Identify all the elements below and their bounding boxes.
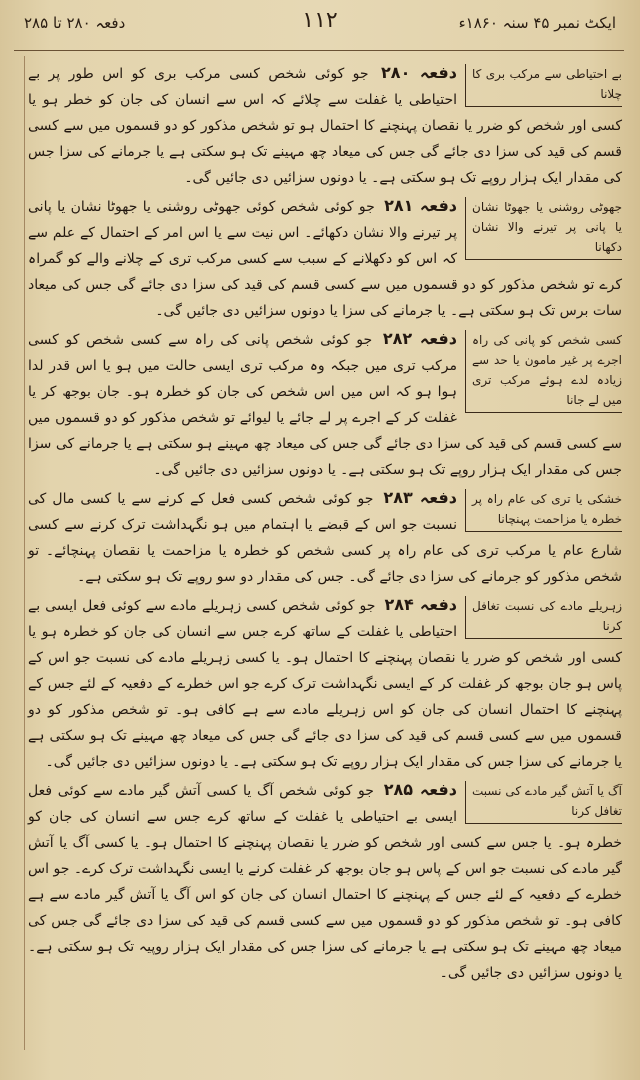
section-label: دفعہ ۲۸۰ [381, 63, 457, 82]
marginal-note: جھوٹی روشنی یا جھوٹا نشان یا پانی پر تیرنے والا نشان دکھانا [465, 197, 622, 260]
section-label: دفعہ ۲۸۳ [383, 488, 457, 507]
section-label: دفعہ ۲۸۱ [384, 196, 458, 215]
section-text: جو کوئی شخص آگ یا کسی آتش گیر مادے سے کوئی فعل ایسی بے احتیاطی یا غفلت کے ساتھ کرے جس سے انسان کی جان کو خطرہ ہو۔ یا جس سے کسی اور شخص کو ضرر یا نقصان پہنچنے کا احتمال ہو۔ یا کسی آگ یا آتش گیر مادے کی نسبت جو اس کے پاس ہو جان بوجھ کر غفلت کرنے یا ایسی نگہداشت ترک کرے۔ جو اس خطرے کے دفعیہ کے لئے جس کے پہنچنے کا احتمال انسان کی جان کو اس آگ یا آتش گیر مادے سے ہے کافی ہو۔ تو شخص مذکور کو دو قسموں میں سے کسی قسم کی قید کی سزا دی جائے گی جس کی میعاد چھ مہینے تک ہو سکتی ہے یا جرمانے کی سزا جس کی مقدار ایک ہزار روپیہ تک ہو سکتی ہے۔ یا دونوں سزائیں دی جائیں گی۔ [28, 783, 622, 981]
section-text: جو کوئی شخص پانی کی راہ سے کسی شخص کو کسی مرکب تری میں جبکہ وہ مرکب تری ایسی حالت میں ہو یا اس قدر لدا ہوا ہو کہ اس میں اس شخص کی جان کو خطرہ ہو۔ جان بوجھ کر یا غفلت کر کے اجرے پر لے جائے یا لیوائے تو شخص مذکور کو دو قسموں میں سے کسی قسم کی قید کی سزا دی جائے گی جس کی میعاد چھ مہینے ہو سکتی ہے یا جرمانے کی سزا جس کی مقدار ایک ہزار روپے تک ہو سکتی ہے۔ یا دونوں سزائیں دی جائیں گی۔ [28, 332, 622, 478]
section-text: جو کوئی شخص کسی زہریلے مادے سے کوئی فعل ایسی بے احتیاطی یا غفلت کے ساتھ کرے جس سے انسان کی جان کو خطرہ ہو یا کسی اور شخص کو ضرر یا نقصان پہنچنے کا احتمال ہو۔ یا کسی زہریلے مادے کی نسبت جو اس کے پاس ہو جان بوجھ کر غفلت کر کے ایسی نگہداشت ترک کرے جو اس خطرے کے دفعیہ کے لئے جس کے پہنچنے کا احتمال انسان کی جان کو اس زہریلے مادے سے ہے کافی ہو۔ تو شخص مذکور کو دو قسموں میں سے کسی قسم کی قید کی سزا دی جائے گی جس کی میعاد چھ مہینے تک ہو سکتی ہے یا جرمانے کی سزا جس کی مقدار ایک ہزار روپے تک ہو سکتی ہے۔ یا دونوں سزائیں دی جائیں گی۔ [28, 598, 622, 770]
act-title: ایکٹ نمبر ۴۵ سنہ ۱۸۶۰ء [458, 14, 616, 32]
section-label: دفعہ ۲۸۵ [383, 780, 457, 799]
section-text: جو کوئی شخص کوئی جھوٹی روشنی یا جھوٹا نشان یا پانی پر تیرنے والا نشان دکھائے۔ اس نیت سے یا اس امر کے احتمال کے علم سے کہ اس کو دکھلانے کے سبب سے کسی مرکب تری کے چلانے والے کو گمراہ کرے تو شخص مذکور کو دو قسموں میں سے کسی قسم کی قید کی سزا دی جائے گی جس کی میعاد سات برس تک ہو سکتی ہے۔ یا جرمانے کی سزا یا دونوں سزائیں دی جائیں گی۔ [28, 199, 622, 319]
document-body [28, 60, 622, 1060]
page-header [14, 8, 626, 44]
section-283 [28, 485, 622, 590]
marginal-note: بے احتیاطی سے مرکب بری کا چلانا [465, 64, 622, 107]
section-280 [28, 60, 622, 191]
marginal-note: کسی شخص کو پانی کی راہ اجرے پر غیر مامون یا حد سے زیادہ لدے ہوئے مرکب تری میں لے جانا [465, 330, 622, 413]
section-label: دفعہ ۲۸۲ [382, 329, 457, 348]
marginal-note: زہریلے مادے کی نسبت تغافل کرنا [465, 596, 622, 639]
section-range: دفعہ ۲۸۰ تا ۲۸۵ [24, 14, 126, 32]
section-285 [28, 777, 622, 986]
margin-rule [24, 56, 25, 1050]
section-282 [28, 326, 622, 483]
marginal-note: آگ یا آتش گیر مادے کی نسبت تغافل کرنا [465, 781, 622, 824]
section-281 [28, 193, 622, 324]
section-label: دفعہ ۲۸۴ [384, 595, 458, 614]
header-rule [14, 50, 624, 51]
section-284 [28, 592, 622, 775]
marginal-note: خشکی یا تری کی عام راہ پر خطرہ یا مزاحمت پہنچانا [465, 489, 622, 532]
section-text: جو کوئی شخص کسی فعل کے کرنے سے یا کسی مال کی نسبت جو اس کے قبضے یا اہتمام میں ہو نگہداشت ترک کرنے سے کسی شارع عام یا مرکب تری کی عام راہ پر کسی شخص کو خطرہ یا مزاحمت یا نقصان پہنچائے۔ تو شخص مذکور کو جرمانے کی سزا دی جائے گی۔ جس کی مقدار دو سو روپے تک ہو سکتی ہے۔ [28, 491, 622, 585]
section-text: جو کوئی شخص کسی مرکب بری کو اس طور پر بے احتیاطی یا غفلت سے چلائے کہ اس سے انسان کی جان کو خطر ہو یا کسی اور شخص کو ضرر یا نقصان پہنچنے کا احتمال ہو تو شخص مذکور کو دو قسموں میں سے کسی قسم کی قید کی سزا دی جائے گی جس کی میعاد چھ مہینے تک ہو سکتی ہے یا جرمانے کی سزا جس کی مقدار ایک ہزار روپے تک ہو سکتی ہے۔ یا دونوں سزائیں دی جائیں گی۔ [28, 66, 622, 186]
page-number: ۱۱۲ [302, 8, 338, 33]
